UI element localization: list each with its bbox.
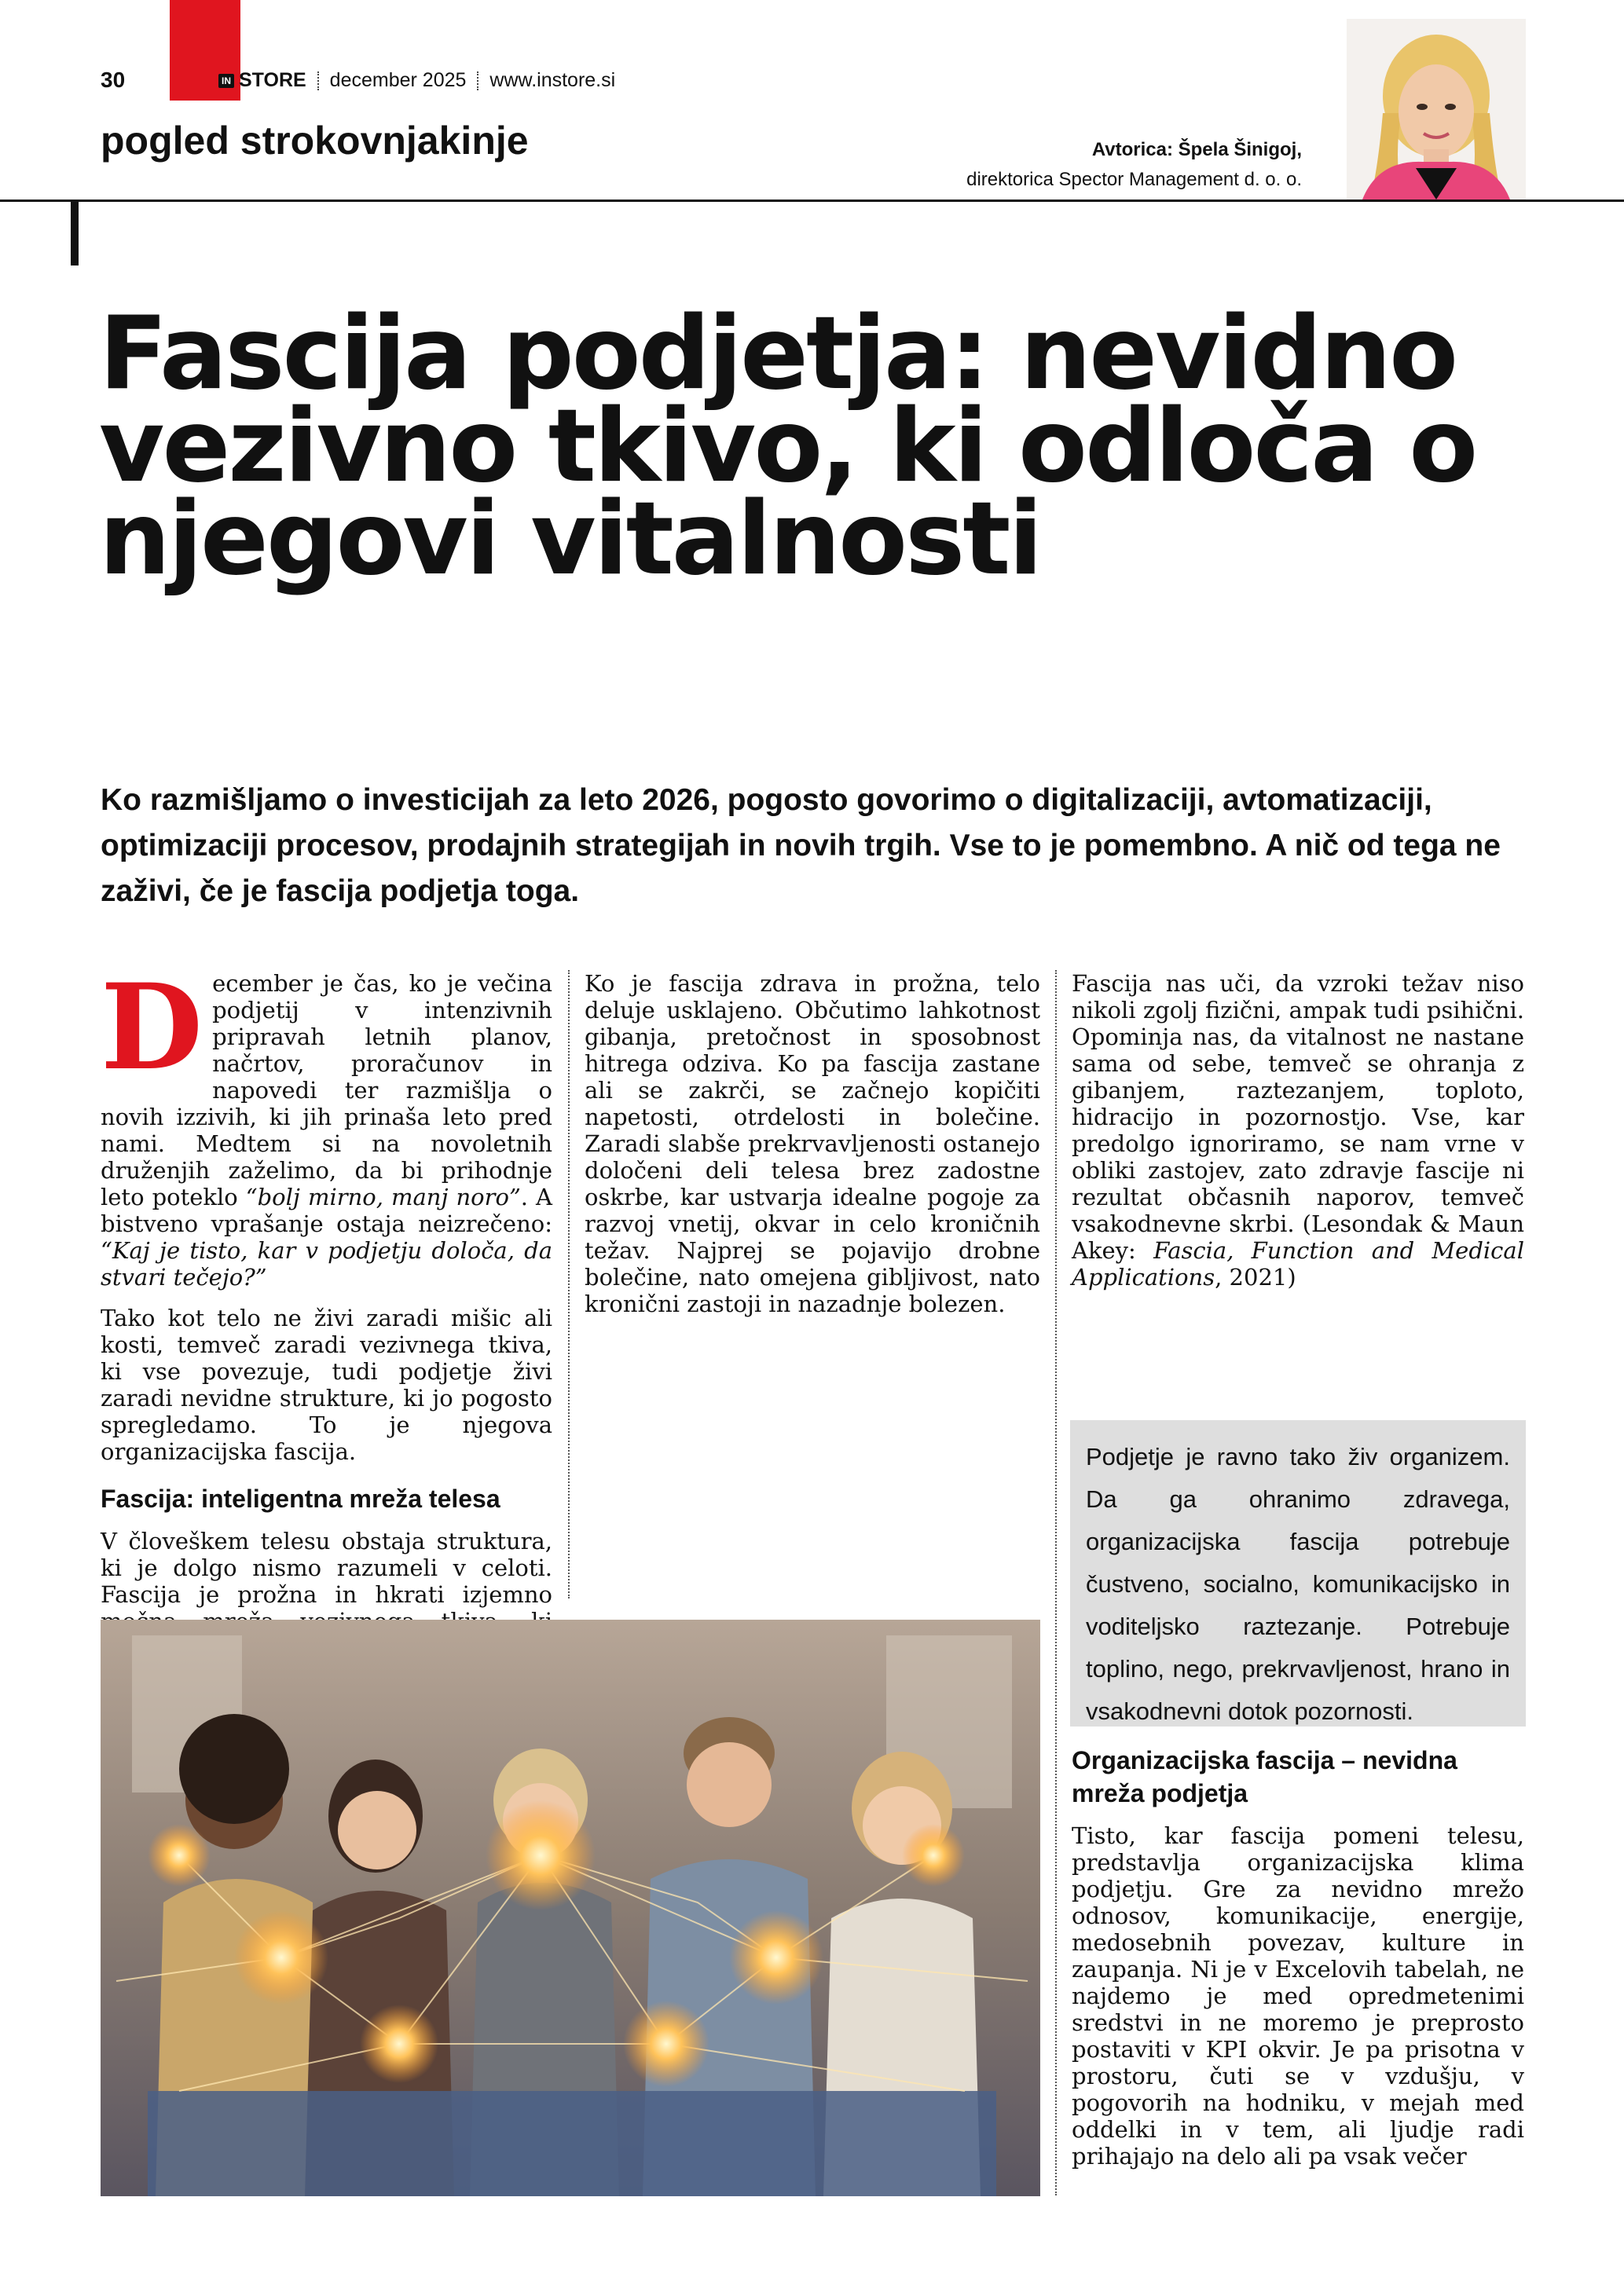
column-divider: [1055, 970, 1057, 2195]
column-divider: [568, 970, 570, 1598]
logo-store-text: STORE: [239, 69, 306, 91]
author-role: direktorica Spector Management d. o. o.: [966, 169, 1302, 190]
section-marker: [71, 201, 79, 265]
issue-date: december 2025: [329, 69, 467, 91]
masthead: [218, 69, 615, 92]
paragraph-intro: December je čas, ko je večina podjetij v intenzivnih pripravah letnih planov, načrtov, proračunov in napovedi ter razmišlja o novih izzivih, ki jih prinaša leto pred nami. Medtem si na novoletnih druženjih zaželimo, da bi prihodnje leto poteklo “bolj mirno, manj noro”. A bistveno vprašanje ostaja neizrečeno: “Kaj je tisto, kar v podjetju določa, da stvari tečejo?”: [101, 958, 552, 1291]
paragraph: Ko je fascija zdrava in prožna, telo deluje usklajeno. Občutimo lahkotnost gibanja, pretočnost in sposobnost hitrega odziva. Ko pa fascija zastane ali se zakrči, se začnejo kopičiti napetosti, otrdelosti in bolečine. Zaradi slabše prekrvavljenosti ostanejo določeni deli telesa brez zadostne oskrbe, kar ustvarja idealne pogoje za razvoj vnetij, okvar in celo kroničnih težav. Najprej se pojavijo drobne bolečine, nato omejena gibljivost, nato kronični zastoji in nazadnje bolezen.: [585, 970, 1040, 1317]
author-portrait: [1347, 19, 1526, 200]
author-credit: [966, 135, 1302, 195]
subheading-fascia-network: Fascija: inteligentna mreža telesa: [101, 1485, 500, 1513]
paragraph: Tako kot telo ne živi zaradi mišic ali kosti, temveč zaradi vezivnega tkiva, ki vse povezuje, tudi podjetje živi zaradi nevidne strukture, ki jo pogosto spregledamo. To je njegova organizacijska fascija.: [101, 1305, 552, 1465]
article-lede: Ko razmišljamo o investicijah za leto 2026, pogosto govorimo o digitalizaciji, avtomatizaciji, optimizaciji procesov, prodajnih strategijah in novih trgih. Vse to je pomembno. A nič od tega ne zaživi, če je fascija podjetja toga.: [101, 783, 1501, 908]
section-title: pogled strokovnjakinje: [101, 119, 529, 163]
logo-in-badge: IN: [218, 74, 234, 88]
article-title: Fascija podjetja: nevidno vezivno tkivo, ki odloča o njegovi vitalnosti: [99, 295, 1476, 598]
paragraph-fascia-lesson: Fascija nas uči, da vzroki težav niso nikoli zgolj fizični, ampak tudi psihični. Opominja nas, da vitalnost ne nastane sama od sebe, temveč se ohranja z gibanjem, raztezanjem, toploto, hidracijo in pozornostjo. Vse, kar predolgo ignoriramo, se nam vrne v obliki zastojev, zato zdravje fascije ni rezultat občasnih naporov, temveč vsakodnevne skrbi. (Lesondak & Maun Akey: Fascia, Function and Medical Applications, 2021): [1072, 970, 1524, 1291]
article-column-2: [585, 970, 1040, 1331]
quote-question: “Kaj je tisto, kar v podjetju določa, da stvari tečejo?”: [101, 1237, 552, 1291]
article-column-3: [1072, 970, 1524, 1305]
article-photo: [101, 1620, 1040, 2196]
paragraph-org-climate: Tisto, kar fascija pomeni telesu, predstavlja organizacijska klima podjetju. Gre za nevidno mrežo odnosov, komunikacije, energije, medosebnih povezav, kulture in zaupanja. Ni je v Excelovih tabelah, ne najdemo je med opredmetenimi sredstvi in ne moremo je preprosto postaviti v KPI okvir. Je pa prisotna v prostoru, čuti se v vzdušju, v pogovorih na hodniku, v mejah med oddelki in v tem, ali ljudje radi prihajajo na delo ali pa vsak večer: [1072, 1822, 1524, 2170]
header-rule: [0, 200, 1624, 202]
masthead-divider: [317, 71, 319, 90]
paragraph-fascia-body: V človeškem telesu obstaja struktura, ki je dolgo nismo razumeli v celoti. Fascija je prožna in hkrati izjemno: [101, 1528, 552, 1608]
page-number: 30: [101, 68, 126, 92]
drop-cap: D: [101, 958, 203, 1097]
pull-quote: Podjetje je ravno tako živ organizem. Da ga ohranimo zdravega, organizacijska fascija potrebuje čustveno, socialno, komunikacijsko in voditeljsko raztezanje. Potrebuje toplino, nego, prekrvavljenost, hrano in vsakodnevni dotok pozornosti.: [1070, 1420, 1526, 1727]
website-link[interactable]: www.instore.si: [489, 69, 616, 91]
article-column-3-continued: [1072, 1744, 1524, 2184]
quote-wish: “bolj mirno, manj noro”: [245, 1184, 521, 1210]
subheading-organizational-fascia: Organizacijska fascija – nevidna mreža podjetja: [1072, 1746, 1457, 1807]
author-name: Avtorica: Špela Šinigoj,: [1091, 139, 1302, 160]
book-title: Fascia, Function and Medical Applications: [1072, 1237, 1524, 1291]
masthead-divider: [477, 71, 478, 90]
instore-logo: [218, 69, 306, 92]
